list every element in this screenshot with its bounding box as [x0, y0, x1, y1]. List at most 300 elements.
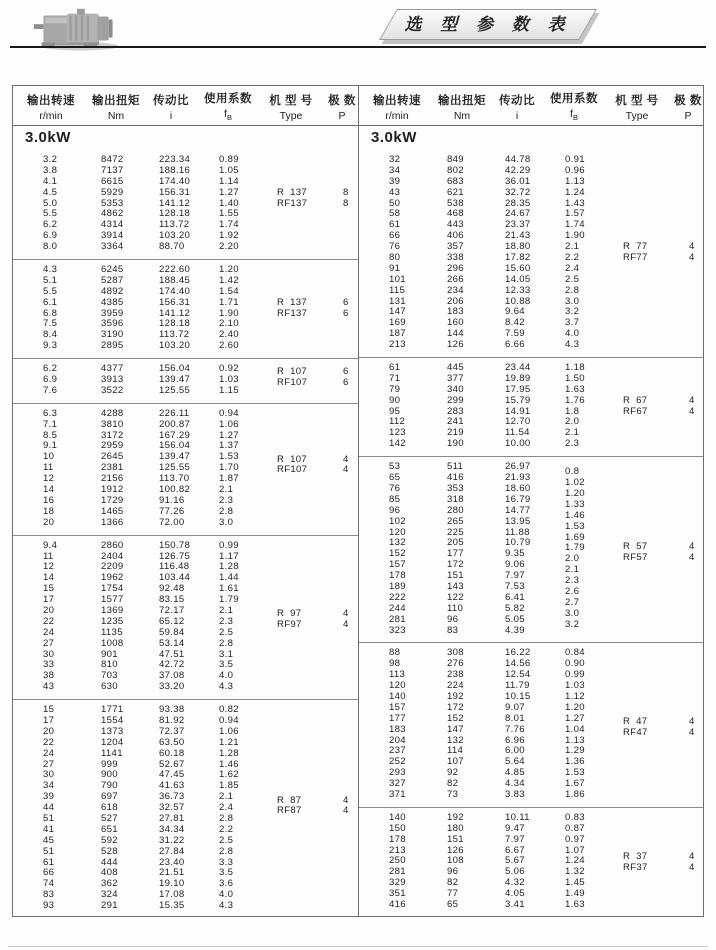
service-factor-value: 2.1 — [565, 427, 580, 439]
output-torque-value: 999 — [101, 758, 118, 770]
output-speed-value: 33 — [43, 659, 55, 671]
gear-ratio-value: 9.47 — [505, 822, 525, 834]
service-factor-value: 1.13 — [565, 175, 585, 187]
service-factor-value: 1.15 — [219, 384, 239, 396]
service-factor-value: 0.90 — [565, 658, 585, 670]
service-factor-value: 1.45 — [565, 877, 585, 889]
model-type-column — [277, 409, 343, 529]
gear-ratio-value: 23.40 — [159, 856, 185, 868]
gear-ratio-value: 3.83 — [505, 788, 525, 800]
gear-ratio-value: 128.18 — [159, 318, 191, 330]
gear-ratio-value: 33.20 — [159, 681, 185, 693]
output-speed-value: 9.3 — [43, 340, 58, 352]
output-speed-value: 71 — [389, 372, 401, 384]
gear-ratio-value: 34.34 — [159, 823, 185, 835]
output-torque-value: 2959 — [101, 440, 124, 452]
output-speed-value: 17 — [43, 714, 55, 726]
gear-ratio-value: 36.73 — [159, 791, 185, 803]
service-factor-value: 1.50 — [565, 372, 585, 384]
output-speed-value: 27 — [43, 637, 55, 649]
output-speed-value: 61 — [43, 856, 55, 868]
output-speed-column — [13, 364, 101, 397]
output-speed-value: 34 — [389, 164, 401, 176]
output-torque-value: 2381 — [101, 462, 124, 474]
output-speed-value: 7.6 — [43, 384, 58, 396]
col-header-gear-ratio — [143, 92, 199, 122]
gear-ratio-value: 200.87 — [159, 418, 191, 430]
model-type: R 57 — [623, 540, 648, 552]
output-torque-value: 406 — [447, 230, 464, 242]
service-factor-column — [565, 155, 623, 351]
service-factor-value: 1.04 — [565, 723, 585, 735]
service-factor-value: 1.12 — [565, 690, 585, 702]
output-torque-value: 2895 — [101, 340, 124, 352]
service-factor-column — [219, 409, 277, 529]
output-torque-value: 234 — [447, 284, 464, 296]
output-torque-value: 108 — [447, 855, 464, 867]
gear-ratio-value: 31.22 — [159, 834, 185, 846]
poles-column — [689, 462, 704, 636]
service-factor-value: 1.63 — [565, 899, 585, 910]
gear-ratio-value: 17.08 — [159, 889, 185, 901]
output-speed-column — [13, 409, 101, 529]
output-speed-value: 252 — [389, 756, 406, 768]
gear-ratio-value: 9.64 — [505, 306, 525, 318]
service-factor-value: 1.53 — [565, 520, 585, 532]
service-factor-value: 2.3 — [219, 494, 234, 506]
output-torque-value: 206 — [447, 295, 464, 307]
gear-ratio-value: 47.51 — [159, 648, 185, 660]
service-factor-value: 2.3 — [565, 575, 580, 587]
output-torque-value: 225 — [447, 526, 464, 538]
output-torque-value: 621 — [447, 186, 464, 198]
output-speed-value: 7.1 — [43, 418, 58, 430]
service-factor-value: 1.27 — [565, 712, 585, 724]
output-speed-value: 14 — [43, 484, 55, 496]
output-speed-value: 3.8 — [43, 164, 58, 176]
output-speed-value: 50 — [389, 197, 401, 209]
output-torque-value: 5287 — [101, 274, 124, 286]
gear-ratio-value: 6.66 — [505, 339, 525, 351]
gear-ratio-value: 14.05 — [505, 273, 531, 285]
output-torque-value: 1465 — [101, 505, 124, 517]
service-factor-value: 1.44 — [219, 572, 239, 584]
output-torque-value: 697 — [101, 791, 118, 803]
output-speed-value: 32 — [389, 154, 401, 165]
service-factor-value: 1.70 — [219, 462, 239, 474]
col-header-unit: Nm — [453, 109, 471, 122]
output-torque-value: 1577 — [101, 594, 124, 606]
service-factor-value: 1.02 — [565, 477, 585, 489]
output-speed-value: 22 — [43, 736, 55, 748]
output-torque-value: 357 — [447, 241, 464, 253]
output-torque-value: 1771 — [101, 704, 124, 716]
gear-ratio-value: 72.17 — [159, 604, 185, 616]
col-header-gear-ratio — [489, 92, 545, 122]
gear-ratio-value: 5.05 — [505, 613, 525, 625]
output-speed-value: 6.9 — [43, 230, 58, 242]
output-torque-column — [447, 155, 505, 351]
service-factor-value: 1.79 — [565, 542, 585, 554]
ratio-group — [13, 699, 358, 917]
selection-parameter-table — [12, 85, 704, 917]
gear-ratio-value: 10.88 — [505, 295, 531, 307]
poles-column — [343, 541, 359, 693]
output-speed-column — [359, 462, 447, 636]
gear-ratio-value: 12.33 — [505, 284, 531, 296]
gear-ratio-value: 156.31 — [159, 186, 191, 198]
output-speed-value: 12 — [43, 561, 55, 573]
gear-ratio-value: 42.72 — [159, 659, 185, 671]
ratio-group — [359, 642, 703, 806]
output-speed-value: 12 — [43, 473, 55, 485]
service-factor-column — [219, 155, 277, 253]
output-torque-value: 143 — [447, 580, 464, 592]
output-torque-value: 900 — [101, 769, 118, 781]
col-header-output-speed — [359, 92, 435, 122]
table-header — [13, 86, 358, 126]
service-factor-value: 1.53 — [565, 767, 585, 779]
gear-ratio-value: 156.31 — [159, 296, 191, 308]
gear-ratio-value: 8.42 — [505, 317, 525, 329]
service-factor-value: 1.03 — [219, 374, 239, 386]
model-type: RF107 — [277, 464, 308, 476]
service-factor-value: 1.76 — [565, 394, 585, 406]
gearmotor-icon — [28, 4, 128, 52]
output-torque-value: 1962 — [101, 572, 124, 584]
output-speed-value: 8.4 — [43, 329, 58, 341]
gear-ratio-value: 10.11 — [505, 811, 530, 823]
service-factor-value: 2.3 — [219, 615, 234, 627]
output-torque-value: 265 — [447, 515, 464, 527]
gear-ratio-value: 72.00 — [159, 516, 185, 528]
output-torque-value: 82 — [447, 877, 459, 889]
gear-ratio-value: 103.20 — [159, 230, 191, 242]
power-rating: 3.0kW — [371, 129, 417, 146]
gear-ratio-value: 23.37 — [505, 219, 531, 231]
service-factor-value: 3.1 — [219, 648, 234, 660]
output-torque-value: 160 — [447, 317, 464, 329]
model-type: RF107 — [277, 377, 308, 389]
service-factor-value: 2.8 — [219, 637, 234, 649]
col-header-unit: $f_B$ — [224, 108, 232, 123]
output-speed-value: 147 — [389, 306, 406, 318]
gear-ratio-value: 32.57 — [159, 802, 185, 814]
col-header-output-speed — [13, 92, 89, 122]
service-factor-value: 3.7 — [565, 317, 580, 329]
output-torque-value: 618 — [101, 802, 118, 814]
output-speed-value: 222 — [389, 591, 406, 603]
model-type: RF97 — [277, 619, 302, 631]
gear-ratio-value: 12.54 — [505, 669, 531, 681]
output-speed-value: 281 — [389, 613, 406, 625]
gear-ratio-value: 5.06 — [505, 866, 525, 878]
service-factor-value: 2.0 — [565, 416, 580, 428]
service-factor-value: 1.06 — [219, 418, 239, 430]
service-factor-value: 2.2 — [565, 252, 580, 264]
output-speed-value: 53 — [389, 461, 401, 473]
output-torque-value: 377 — [447, 372, 464, 384]
col-header-unit: r/min — [385, 109, 409, 122]
output-torque-value: 291 — [101, 900, 118, 912]
poles-column — [689, 648, 704, 800]
output-torque-value: 241 — [447, 416, 464, 428]
model-type: RF67 — [623, 405, 648, 417]
gear-ratio-value: 7.97 — [505, 833, 525, 845]
output-speed-value: 76 — [389, 482, 401, 494]
output-torque-value: 122 — [447, 591, 464, 603]
output-speed-value: 90 — [389, 394, 401, 406]
ratio-group — [13, 403, 358, 535]
service-factor-value: 2.2 — [219, 823, 234, 835]
col-header-output-torque — [89, 92, 143, 122]
gear-ratio-value: 24.67 — [505, 208, 531, 220]
poles-value: 4 — [689, 405, 695, 417]
service-factor-value: 0.83 — [565, 811, 585, 823]
poles-column — [343, 155, 359, 253]
power-rating: 3.0kW — [25, 129, 71, 146]
service-factor-value: 1.03 — [565, 680, 585, 692]
gear-ratio-value: 10.00 — [505, 438, 531, 450]
output-speed-value: 140 — [389, 690, 406, 702]
gear-ratio-value: 26.97 — [505, 461, 531, 473]
model-type: RF137 — [277, 307, 308, 319]
output-torque-value: 172 — [447, 559, 464, 571]
gear-ratio-value: 7.76 — [505, 723, 525, 735]
service-factor-value: 1.24 — [565, 186, 585, 198]
gear-ratio-value: 27.84 — [159, 845, 185, 857]
col-header-service-factor — [545, 90, 603, 122]
output-speed-value: 132 — [389, 537, 406, 549]
output-torque-value: 114 — [447, 745, 464, 757]
output-torque-value: 849 — [447, 154, 464, 165]
output-speed-value: 27 — [43, 758, 55, 770]
output-speed-value: 34 — [43, 780, 55, 792]
gear-ratio-value: 15.35 — [159, 900, 185, 912]
output-speed-value: 351 — [389, 888, 406, 900]
output-speed-value: 20 — [43, 516, 55, 528]
model-type-column — [277, 265, 343, 352]
header-divider — [10, 46, 706, 48]
output-speed-value: 5.1 — [43, 274, 58, 286]
gear-ratio-value: 10.79 — [505, 537, 531, 549]
col-header-poles — [325, 92, 359, 122]
service-factor-value: 2.20 — [219, 241, 239, 253]
output-torque-value: 3596 — [101, 318, 124, 330]
gear-ratio-value: 10.15 — [505, 690, 531, 702]
gear-ratio-value: 8.01 — [505, 712, 525, 724]
col-header-unit: Type — [625, 109, 649, 122]
ratio-group — [13, 535, 358, 699]
output-speed-value: 101 — [389, 273, 406, 285]
service-factor-value: 1.92 — [219, 230, 239, 242]
ratio-group — [359, 807, 703, 917]
service-factor-value: 3.0 — [219, 516, 234, 528]
output-speed-value: 213 — [389, 339, 406, 351]
poles-value: 6 — [343, 377, 349, 389]
gear-ratio-value: 174.40 — [159, 285, 191, 297]
col-header-unit: $f_B$ — [570, 108, 578, 123]
output-torque-value: 4288 — [101, 407, 124, 419]
gear-ratio-value: 17.82 — [505, 252, 531, 264]
output-torque-column — [101, 409, 159, 529]
output-torque-value: 7137 — [101, 164, 124, 176]
col-header-output-torque — [435, 92, 489, 122]
output-torque-value: 3914 — [101, 230, 124, 242]
output-speed-value: 204 — [389, 734, 406, 746]
output-torque-value: 362 — [101, 878, 118, 890]
output-torque-value: 3913 — [101, 374, 124, 386]
output-torque-value: 3810 — [101, 418, 124, 430]
output-torque-column — [447, 462, 505, 636]
output-torque-value: 126 — [447, 339, 464, 351]
output-speed-value: 74 — [43, 878, 55, 890]
output-speed-value: 6.9 — [43, 374, 58, 386]
gear-ratio-value: 9.07 — [505, 701, 525, 713]
output-torque-value: 96 — [447, 613, 459, 625]
service-factor-value: 0.94 — [219, 714, 239, 726]
model-type-column — [623, 462, 689, 636]
service-factor-value: 2.1 — [219, 791, 234, 803]
output-torque-value: 65 — [447, 899, 459, 910]
output-speed-value: 213 — [389, 844, 406, 856]
output-torque-value: 1008 — [101, 637, 124, 649]
gear-ratio-value: 116.48 — [159, 561, 190, 573]
gear-ratio-value: 125.55 — [159, 462, 191, 474]
gear-ratio-value: 226.11 — [159, 407, 190, 419]
output-speed-value: 5.5 — [43, 285, 58, 297]
output-torque-value: 353 — [447, 482, 464, 494]
output-torque-value: 1366 — [101, 516, 124, 528]
gear-ratio-value: 92.48 — [159, 583, 185, 595]
output-speed-value: 9.1 — [43, 440, 58, 452]
service-factor-value: 0.89 — [219, 154, 239, 165]
output-torque-value: 83 — [447, 624, 459, 636]
output-speed-value: 30 — [43, 769, 55, 781]
output-torque-value: 152 — [447, 712, 464, 724]
service-factor-value: 3.3 — [219, 856, 234, 868]
service-factor-value: 1.36 — [565, 756, 585, 768]
output-speed-value: 65 — [389, 472, 401, 484]
service-factor-value: 1.61 — [219, 583, 239, 595]
gear-ratio-column — [505, 813, 565, 911]
poles-value: 4 — [343, 619, 349, 631]
output-torque-value: 144 — [447, 328, 464, 340]
output-speed-value: 102 — [389, 515, 406, 527]
output-torque-value: 147 — [447, 723, 464, 735]
output-torque-value: 4892 — [101, 285, 124, 297]
gear-ratio-value: 188.16 — [159, 164, 191, 176]
output-torque-value: 538 — [447, 197, 464, 209]
output-torque-column — [101, 364, 159, 397]
gear-ratio-value: 47.45 — [159, 769, 185, 781]
output-torque-value: 151 — [447, 833, 464, 845]
output-speed-value: 5.0 — [43, 197, 58, 209]
gear-ratio-value: 93.38 — [159, 704, 185, 716]
output-speed-value: 14 — [43, 572, 55, 584]
output-speed-value: 189 — [389, 580, 406, 592]
gear-ratio-value: 113.70 — [159, 473, 190, 485]
output-torque-value: 3190 — [101, 329, 124, 341]
model-type-column — [277, 705, 343, 912]
output-speed-value: 157 — [389, 559, 406, 571]
page-title-banner — [379, 9, 597, 40]
output-torque-value: 810 — [101, 659, 118, 671]
gear-ratio-value: 18.60 — [505, 482, 531, 494]
service-factor-value: 2.1 — [565, 564, 580, 576]
output-torque-value: 3364 — [101, 241, 124, 253]
service-factor-value: 2.8 — [219, 812, 234, 824]
service-factor-value: 1.24 — [565, 855, 585, 867]
service-factor-value: 2.0 — [565, 553, 580, 565]
gear-ratio-value: 59.84 — [159, 626, 185, 638]
service-factor-value: 1.20 — [219, 264, 239, 276]
poles-value: 4 — [343, 794, 349, 806]
service-factor-value: 2.6 — [565, 585, 580, 597]
gear-ratio-value: 103.44 — [159, 572, 191, 584]
gear-ratio-value: 4.32 — [505, 877, 525, 889]
output-speed-value: 140 — [389, 811, 406, 823]
output-torque-value: 132 — [447, 734, 464, 746]
gear-ratio-value: 13.95 — [505, 515, 531, 527]
gear-ratio-value: 17.95 — [505, 383, 531, 395]
output-speed-value: 5.5 — [43, 208, 58, 220]
output-torque-value: 1235 — [101, 615, 124, 627]
gear-ratio-value: 7.53 — [505, 580, 525, 592]
output-speed-value: 8.5 — [43, 429, 58, 441]
model-type: RF87 — [277, 805, 302, 817]
poles-value: 4 — [343, 608, 349, 620]
gear-ratio-value: 128.18 — [159, 208, 191, 220]
service-factor-value: 2.4 — [565, 262, 580, 274]
output-torque-value: 151 — [447, 570, 464, 582]
gear-ratio-value: 11.88 — [505, 526, 530, 538]
gear-ratio-value: 4.85 — [505, 767, 525, 779]
service-factor-value: 1.54 — [219, 285, 239, 297]
service-factor-column — [219, 364, 277, 397]
output-speed-value: 16 — [43, 494, 55, 506]
output-speed-value: 6.2 — [43, 363, 58, 375]
service-factor-value: 1.57 — [565, 208, 585, 220]
service-factor-value: 0.84 — [565, 647, 585, 659]
service-factor-value: 1.8 — [565, 405, 580, 417]
output-torque-column — [447, 648, 505, 800]
output-torque-value: 2209 — [101, 561, 124, 573]
model-type: R 137 — [277, 186, 308, 198]
service-factor-value: 1.90 — [219, 307, 239, 319]
gear-ratio-column — [505, 363, 565, 450]
output-torque-value: 338 — [447, 252, 464, 264]
gear-ratio-column — [159, 364, 219, 397]
gear-ratio-value: 5.82 — [505, 602, 525, 614]
output-speed-value: 43 — [43, 681, 55, 693]
poles-value: 4 — [689, 252, 695, 264]
gear-ratio-value: 88.70 — [159, 241, 185, 253]
poles-column — [343, 265, 359, 352]
output-speed-value: 281 — [389, 866, 406, 878]
output-speed-value: 83 — [43, 889, 55, 901]
output-speed-column — [359, 648, 447, 800]
service-factor-value: 2.1 — [219, 484, 234, 496]
service-factor-value: 1.43 — [565, 197, 585, 209]
output-torque-value: 901 — [101, 648, 118, 660]
output-speed-value: 93 — [43, 900, 55, 912]
output-speed-column — [13, 265, 101, 352]
ratio-group — [13, 358, 358, 403]
gear-ratio-value: 16.79 — [505, 493, 531, 505]
output-speed-value: 178 — [389, 570, 406, 582]
output-torque-value: 192 — [447, 811, 464, 823]
